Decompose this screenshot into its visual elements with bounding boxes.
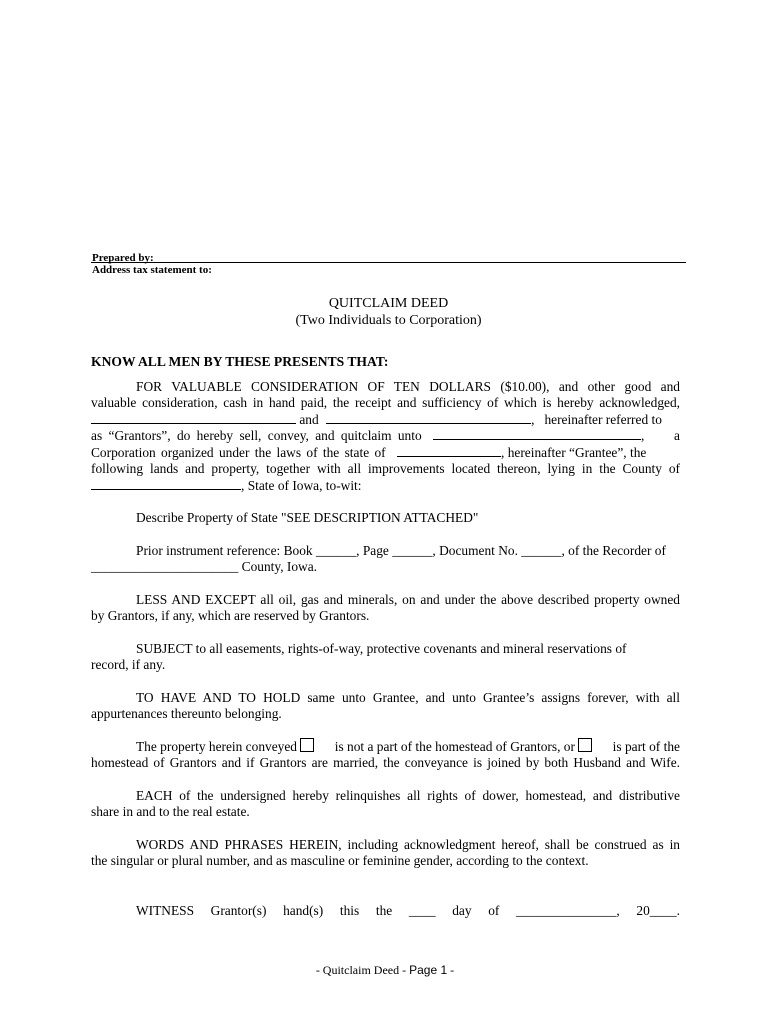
the-word: the (375, 903, 393, 918)
and-word: and (299, 412, 319, 427)
words-line-1: WORDS AND PHRASES HEREIN, including acknowledgment hereof, shall be construed as in (136, 837, 680, 852)
grantor-2-blank[interactable] (326, 411, 531, 424)
this-word: this (339, 903, 360, 918)
habendum-line-2: appurtenances thereunto belonging. (91, 706, 282, 721)
footer-suffix: - (447, 963, 455, 977)
each-line-2: share in and to the real estate. (91, 804, 250, 819)
month-blank[interactable]: _______________, (515, 903, 620, 918)
consideration-line-2: valuable consideration, cash in hand paid, the receipt and sufficiency of which is hereby acknowledged, (91, 395, 680, 410)
county-blank[interactable] (91, 477, 241, 490)
quitclaim-text: as “Grantors”, do hereby sell, convey, and quitclaim unto (91, 428, 422, 443)
witness-word: WITNESS (136, 903, 195, 918)
is-homestead-checkbox[interactable] (578, 738, 592, 752)
words-line-2: the singular or plural number, and as masculine or feminine gender, according to the context. (91, 853, 589, 868)
grantee-blank[interactable] (433, 427, 641, 440)
describe-property: Describe Property of State "SEE DESCRIPTION ATTACHED" (136, 510, 479, 525)
state-blank[interactable] (397, 444, 501, 457)
day-blank[interactable]: ____ (408, 903, 436, 918)
prepared-by-label: Prepared by: (92, 252, 154, 264)
document-subtitle: (Two Individuals to Corporation) (295, 313, 482, 328)
witness-line (136, 902, 680, 919)
each-line-1: EACH of the undersigned hereby relinquishes all rights of dower, homestead, and distributive (136, 788, 680, 803)
hereinafter-text: , hereinafter referred to (531, 412, 662, 427)
grantor-1-blank[interactable] (91, 411, 296, 424)
preamble: KNOW ALL MEN BY THESE PRESENTS THAT: (91, 354, 389, 369)
footer-page-number: Page 1 (409, 963, 448, 977)
homestead-text-3: is part of the (612, 739, 680, 754)
subject-line-1: SUBJECT to all easements, rights-of-way, protective covenants and mineral reservations of (136, 641, 627, 656)
homestead-text-2: is not a part of the homestead of Grantors, or (335, 738, 595, 755)
document-title: QUITCLAIM DEED (328, 296, 449, 311)
prior-line-1: Prior instrument reference: Book ______, Page ______, Document No. ______, of the Recorder of (136, 543, 666, 558)
grantee-label-text: , hereinafter “Grantee”, the (501, 445, 647, 460)
less-line-1: LESS AND EXCEPT all oil, gas and minerals, on and under the above described property owned (136, 592, 680, 607)
a-text: a (674, 428, 680, 443)
corporation-text: Corporation organized under the laws of the state of (91, 445, 386, 460)
prior-line-2: ______________________ County, Iowa. (91, 559, 318, 574)
subject-line-2: record, if any. (91, 657, 166, 672)
of-word: of (488, 903, 500, 918)
day-word: day (452, 903, 472, 918)
consideration-line-6: following lands and property, together with all improvements located thereon, lying in the County of (91, 461, 680, 476)
grantors-word: Grantor(s) (210, 903, 267, 918)
footer-prefix: - Quitclaim Deed - (315, 963, 410, 977)
consideration-line-4 (91, 427, 680, 444)
state-of-iowa-text: , State of Iowa, to-wit: (241, 478, 362, 493)
not-homestead-checkbox[interactable] (300, 738, 314, 752)
hands-word: hand(s) (283, 903, 324, 918)
habendum-line-1: TO HAVE AND TO HOLD same unto Grantee, and unto Grantee’s assigns forever, with all (136, 690, 680, 705)
homestead-text-1: The property herein conveyed (136, 738, 317, 755)
consideration-line-7 (91, 477, 680, 494)
comma-text: , (641, 428, 645, 443)
page-footer (0, 963, 770, 978)
less-line-2: by Grantors, if any, which are reserved by Grantors. (91, 608, 370, 623)
consideration-line-3 (91, 411, 680, 428)
consideration-line-1: FOR VALUABLE CONSIDERATION OF TEN DOLLARS ($10.00), and other good and (136, 379, 680, 394)
year-blank[interactable]: 20____. (636, 903, 680, 918)
homestead-line-1 (136, 738, 680, 755)
header-divider (91, 262, 686, 263)
homestead-line-2: homestead of Grantors and if Grantors are married, the conveyance is joined by both Husband and Wife. (91, 755, 680, 770)
address-tax-label: Address tax statement to: (92, 264, 212, 276)
consideration-line-5 (91, 444, 680, 461)
